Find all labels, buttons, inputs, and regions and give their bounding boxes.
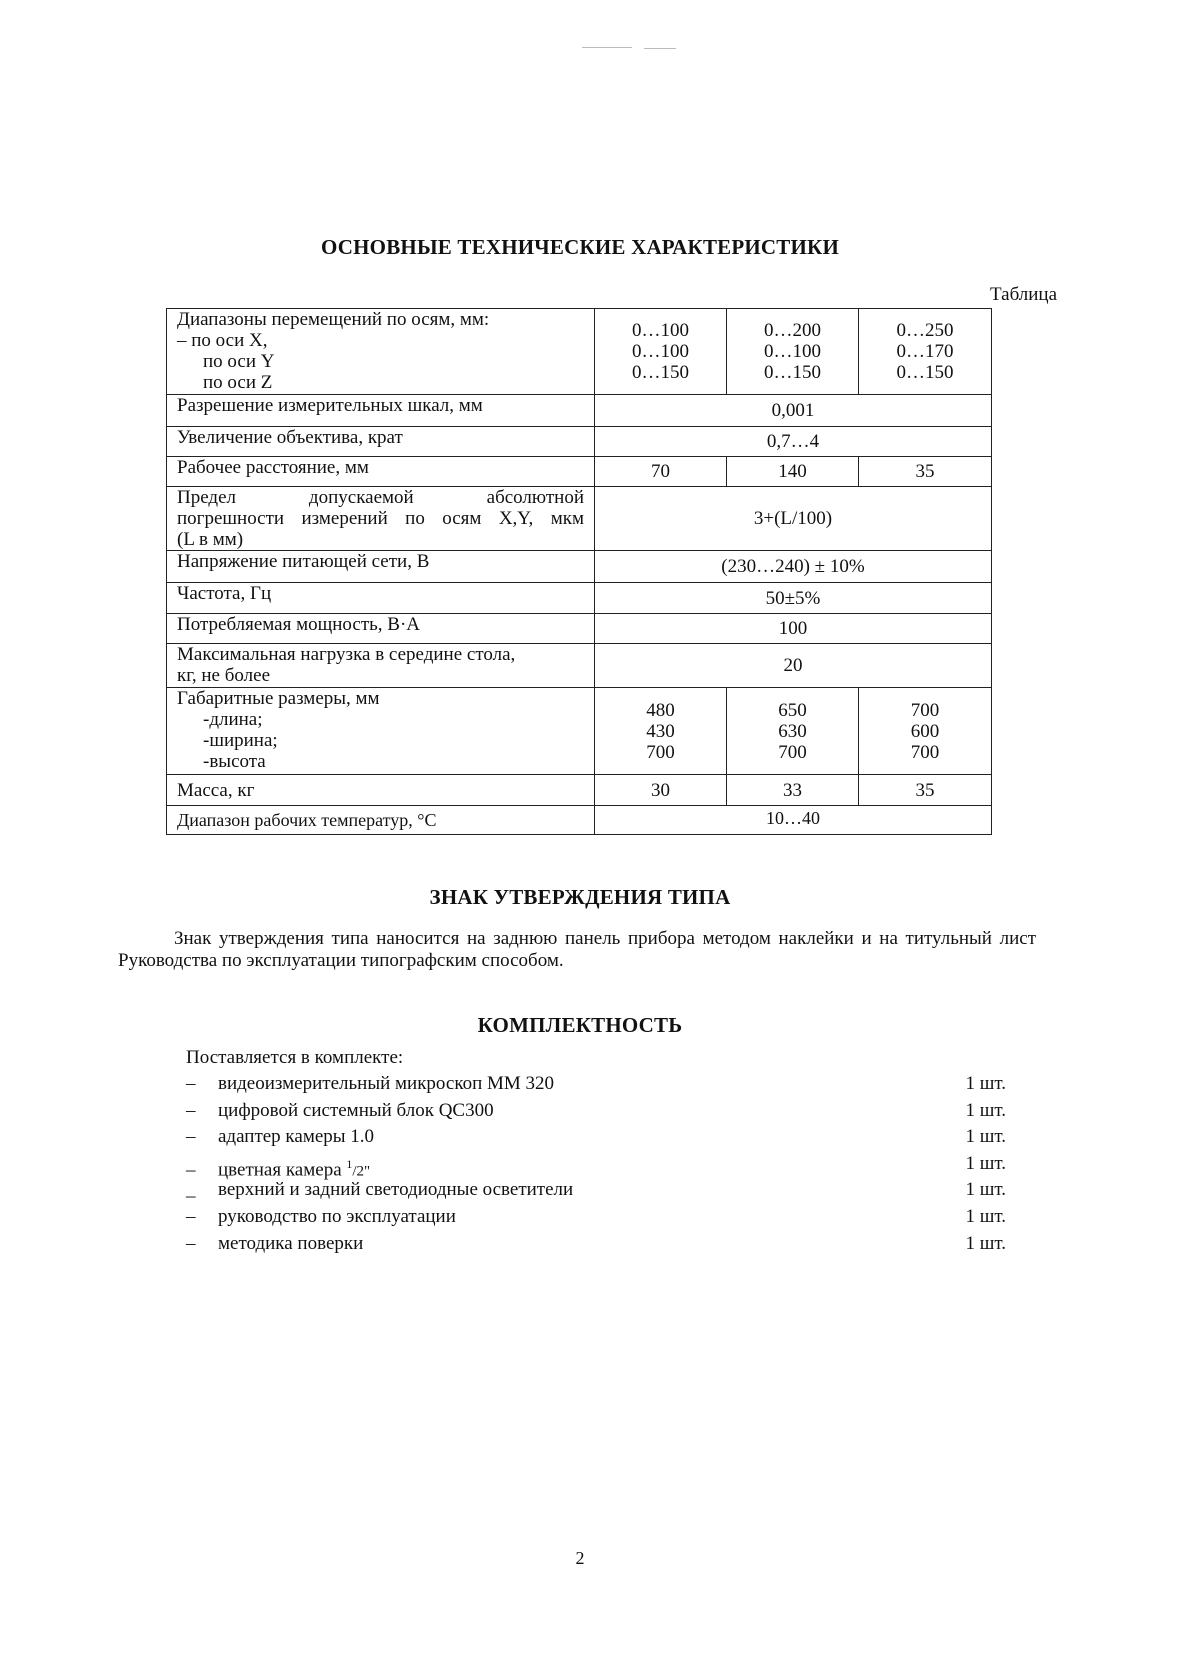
value: 650: [778, 699, 807, 721]
value-cell: [727, 688, 859, 775]
list-item: [186, 1098, 1006, 1125]
list-item: [186, 1124, 1006, 1151]
table-row: [167, 583, 992, 614]
item-name: верхний и задний светодиодные осветители: [218, 1179, 574, 1201]
dash-bullet: –: [186, 1205, 196, 1227]
label-line: Диапазоны перемещений по осям, мм:: [177, 309, 490, 330]
value: 0…150: [632, 362, 689, 383]
label-line: по оси Y: [203, 351, 275, 372]
value-cell: 100: [595, 614, 992, 644]
row-label: Рабочее расстояние, мм: [167, 457, 595, 487]
list-item: [186, 1177, 1006, 1204]
list-item: [186, 1151, 1006, 1181]
label-line: -высота: [203, 751, 266, 772]
dash-bullet: _: [186, 1152, 196, 1174]
value: 600: [910, 720, 940, 742]
table-row: [167, 395, 992, 427]
completeness-title: КОМПЛЕКТНОСТЬ: [477, 1013, 683, 1037]
label-line: кг, не более: [177, 665, 270, 686]
value: 700: [910, 699, 940, 721]
item-name: цифровой системный блок QC300: [218, 1099, 494, 1121]
table-row: [167, 487, 992, 551]
value: 700: [778, 741, 807, 763]
label-line: (L в мм): [177, 529, 244, 550]
approval-text: [118, 928, 1036, 972]
item-qty: 1 шт.: [965, 1099, 1006, 1121]
value-cell: 50±5%: [595, 583, 992, 614]
row-label: Масса, кг: [167, 775, 595, 806]
item-name: адаптер камеры 1.0: [218, 1126, 375, 1148]
label-line: Максимальная нагрузка в середине стола,: [177, 644, 516, 665]
specs-title: ОСНОВНЫЕ ТЕХНИЧЕСКИЕ ХАРАКТЕРИСТИКИ: [320, 235, 839, 259]
fraction-denominator: /2": [352, 1163, 371, 1180]
value: 0…100: [764, 341, 821, 362]
table-caption: Таблица: [990, 284, 1058, 305]
list-item: [186, 1204, 1006, 1231]
completeness-list: [186, 1071, 1006, 1257]
dash-bullet: –: [186, 1232, 196, 1254]
approval-title: ЗНАК УТВЕРЖДЕНИЯ ТИПА: [429, 885, 731, 909]
table-row: [167, 427, 992, 457]
value-cell: 35: [859, 775, 992, 806]
table-row: [167, 309, 992, 395]
table-row: [167, 775, 992, 806]
table-row: [167, 614, 992, 644]
value-cell: 35: [859, 457, 992, 487]
value-cell: 30: [595, 775, 727, 806]
value-cell: [727, 309, 859, 395]
item-qty: 1 шт.: [965, 1179, 1006, 1201]
table-row: [167, 688, 992, 775]
item-name: видеоизмерительный микроскоп ММ 320: [218, 1073, 555, 1094]
page-number: 2: [575, 1548, 585, 1568]
value-cell: 0,001: [595, 395, 992, 427]
value: 0…100: [632, 320, 689, 341]
scan-artifact: [644, 48, 676, 49]
value-cell: 140: [727, 457, 859, 487]
row-label: Увеличение объектива, крат: [167, 427, 595, 457]
row-label: [167, 644, 595, 688]
row-label: Напряжение питающей сети, В: [167, 551, 595, 583]
value-cell: [595, 688, 727, 775]
table-row: [167, 806, 992, 835]
value: 0…250: [896, 320, 954, 341]
dash-bullet: _: [186, 1179, 196, 1201]
row-label: [167, 309, 595, 395]
value: 0…200: [764, 320, 821, 341]
dash-bullet: –: [186, 1126, 196, 1148]
item-name: методика поверки: [218, 1232, 364, 1254]
row-label: [167, 688, 595, 775]
value: 0…100: [632, 341, 689, 362]
item-qty: 1 шт.: [965, 1126, 1006, 1148]
value-cell: [859, 309, 992, 395]
value-cell: 0,7…4: [595, 427, 992, 457]
dash-bullet: –: [186, 1073, 196, 1094]
value: 0…170: [896, 341, 954, 362]
table-row: [167, 551, 992, 583]
value-cell: (230…240) ± 10%: [595, 551, 992, 583]
table-row: [167, 457, 992, 487]
value: 430: [646, 720, 675, 742]
item-qty: 1 шт.: [965, 1205, 1006, 1227]
row-label: Частота, Гц: [167, 583, 595, 614]
value-cell: 10…40: [595, 806, 992, 835]
label-line: – по оси X,: [177, 330, 268, 351]
row-label: Разрешение измерительных шкал, мм: [167, 395, 595, 427]
paragraph-text: Знак утверждения типа наносится на заднюю панель прибора методом наклейки и на титульный лист Руководства по эксплуатации типографским способом.: [118, 928, 1036, 971]
value-cell: [595, 309, 727, 395]
row-label: Потребляемая мощность, В·А: [167, 614, 595, 644]
item-qty: 1 шт.: [965, 1073, 1006, 1094]
row-label: [167, 487, 595, 551]
item-name-text: цветная камера: [218, 1159, 342, 1181]
label-line: Габаритные размеры, мм: [177, 688, 380, 709]
label-line: по оси Z: [203, 372, 273, 393]
value-cell: 33: [727, 775, 859, 806]
label-line: Предел допускаемой абсолютной: [177, 487, 584, 508]
item-qty: 1 шт.: [965, 1152, 1006, 1174]
value-cell: [859, 688, 992, 775]
dash-bullet: –: [186, 1099, 196, 1121]
value: 0…150: [896, 362, 954, 383]
value-cell: 70: [595, 457, 727, 487]
item-qty: 1 шт.: [965, 1232, 1006, 1254]
specs-table: [166, 308, 992, 835]
value-cell: 20: [595, 644, 992, 688]
scan-artifact: [582, 47, 632, 48]
table-row: [167, 644, 992, 688]
completeness-intro: Поставляется в комплекте:: [186, 1047, 404, 1068]
item-name: руководство по эксплуатации: [218, 1205, 456, 1227]
list-item: [186, 1231, 1006, 1258]
fraction-numerator: 1: [346, 1156, 353, 1171]
label-line: -длина;: [203, 709, 263, 730]
row-label: Диапазон рабочих температур, °С: [167, 806, 595, 835]
label-line: -ширина;: [203, 730, 278, 751]
value: 700: [910, 741, 940, 763]
value-cell: 3+(L/100): [595, 487, 992, 551]
value: 700: [646, 741, 675, 763]
value: 480: [646, 699, 675, 721]
label-line: погрешности измерений по осям X,Y, мкм: [177, 508, 584, 529]
list-item: [186, 1071, 1006, 1098]
value: 0…150: [764, 362, 821, 383]
value: 630: [778, 720, 807, 742]
